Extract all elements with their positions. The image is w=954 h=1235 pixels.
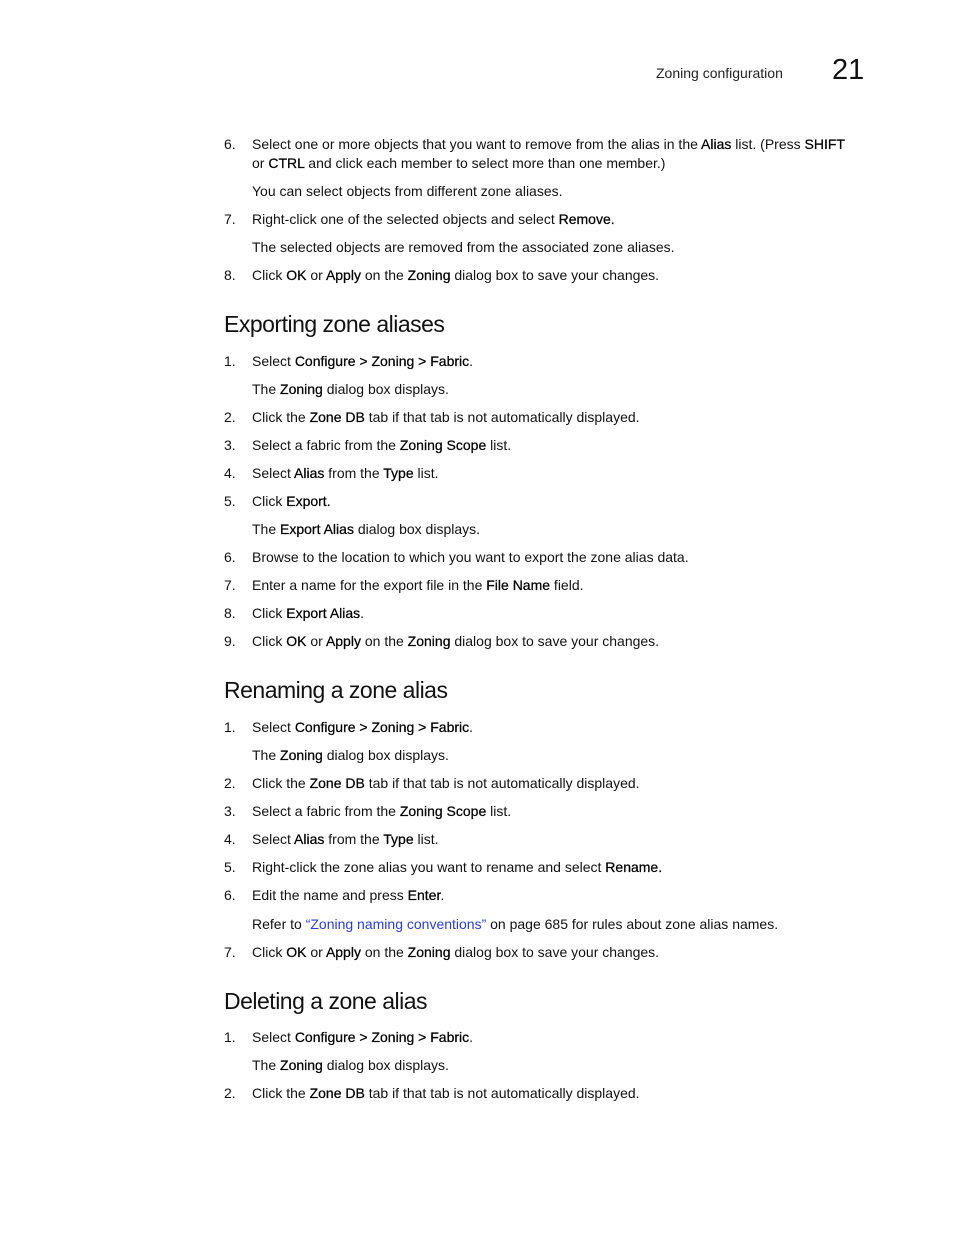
step-text: Select Alias from the Type list. [252, 465, 439, 481]
step-text: Click the Zone DB tab if that tab is not automatically displayed. [252, 1085, 640, 1101]
step-number: 4. [224, 831, 236, 847]
section-heading-rename: Renaming a zone alias [224, 677, 448, 703]
step-text: Select one or more objects that you want to remove from the alias in the Alias list. (Press SHIFT [252, 136, 845, 152]
step-text: Click the Zone DB tab if that tab is not automatically displayed. [252, 409, 640, 425]
step-text: Right-click the zone alias you want to rename and select Rename. [252, 859, 663, 875]
step-number: 8. [224, 605, 236, 621]
section-heading-delete: Deleting a zone alias [224, 988, 428, 1014]
chapter-number: 21 [832, 54, 865, 86]
step-number: 2. [224, 1085, 236, 1101]
step-text: Select Alias from the Type list. [252, 831, 439, 847]
step-number: 6. [224, 887, 236, 903]
step-text: Edit the name and press Enter. [252, 887, 445, 903]
step-number: 4. [224, 465, 236, 481]
step-text: Right-click one of the selected objects and select Remove. [252, 211, 615, 227]
step-note: The Zoning dialog box displays. [252, 747, 449, 763]
step-number: 7. [224, 577, 236, 593]
step-number: 9. [224, 633, 236, 649]
naming-conventions-link[interactable]: “Zoning naming conventions” [305, 916, 487, 932]
step-text: Select Configure > Zoning > Fabric. [252, 353, 474, 369]
step-number: 6. [224, 136, 236, 152]
step-number: 1. [224, 353, 236, 369]
step-text: Select a fabric from the Zoning Scope list. [252, 437, 512, 453]
step-text: Click Export Alias. [252, 605, 365, 621]
step-text: Click the Zone DB tab if that tab is not automatically displayed. [252, 775, 640, 791]
step-number: 2. [224, 409, 236, 425]
step-number: 2. [224, 775, 236, 791]
step-text: Browse to the location to which you want to export the zone alias data. [252, 549, 689, 565]
step-number: 5. [224, 859, 236, 875]
step-number: 7. [224, 211, 236, 227]
step-text: Click Export. [252, 493, 331, 509]
running-header-title: Zoning configuration [656, 65, 783, 81]
step-number: 5. [224, 493, 236, 509]
step-text: Select a fabric from the Zoning Scope list. [252, 803, 512, 819]
step-number: 1. [224, 1029, 236, 1045]
step-text: Click OK or Apply on the Zoning dialog box to save your changes. [252, 633, 660, 649]
step-number: 7. [224, 944, 236, 960]
step-text: Select Configure > Zoning > Fabric. [252, 1029, 474, 1045]
step-text: Select Configure > Zoning > Fabric. [252, 719, 474, 735]
section-heading-export: Exporting zone aliases [224, 311, 445, 337]
step-text: or CTRL and click each member to select more than one member.) [252, 155, 666, 171]
step-number: 1. [224, 719, 236, 735]
step-number: 3. [224, 437, 236, 453]
step-note: You can select objects from different zone aliases. [252, 183, 563, 199]
step-text: Click OK or Apply on the Zoning dialog box to save your changes. [252, 944, 660, 960]
step-number: 3. [224, 803, 236, 819]
step-number: 8. [224, 267, 236, 283]
step-note: The Zoning dialog box displays. [252, 1057, 449, 1073]
step-note: The selected objects are removed from the associated zone aliases. [252, 239, 675, 255]
step-note: The Export Alias dialog box displays. [252, 521, 481, 537]
step-note: The Zoning dialog box displays. [252, 381, 449, 397]
step-text: Click OK or Apply on the Zoning dialog box to save your changes. [252, 267, 660, 283]
step-number: 6. [224, 549, 236, 565]
step-text: Enter a name for the export file in the File Name field. [252, 577, 584, 593]
step-note: Refer to “Zoning naming conventions” on page 685 for rules about zone alias names. [252, 916, 779, 932]
